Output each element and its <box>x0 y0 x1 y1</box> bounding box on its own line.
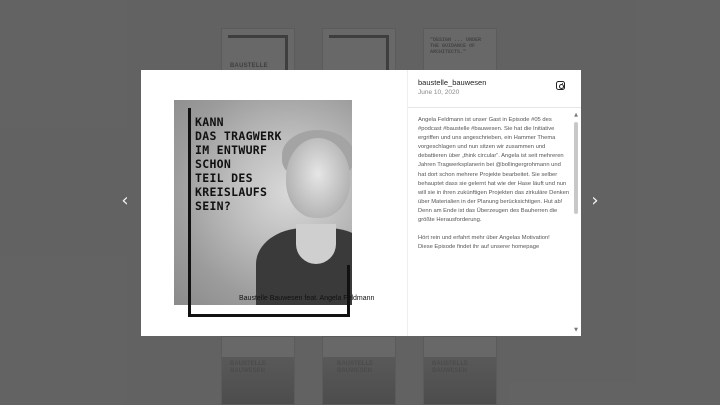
post-header <box>408 70 581 108</box>
headline-line: KANN <box>195 115 224 129</box>
post-details <box>407 70 581 336</box>
headline-line: KREISLAUFS <box>195 185 268 199</box>
image-caption: Baustelle Bauwesen feat. Angela Feldmann <box>239 295 375 302</box>
next-button[interactable] <box>588 192 602 210</box>
headline-line: TEIL DES <box>195 171 253 185</box>
post-date: June 10, 2020 <box>418 89 460 96</box>
caption-paragraph: Angela Feldmann ist unser Gast in Episode #05 des #podcast #baustelle #bauwesen. Sie hat die Initiative ergriffen und uns angeschrieben, ein Hammer Thema vorgeschlagen und nun sitzen wir zusammen und debattieren über „think circular“. Angela ist seit mehreren Jahren Tragwerksplanerin bei @bollingergrohmann und hat dort schon mehrere Projekte bearbeitet. Sie selber behauptet dass sie gelernt hat wie der Hase läuft und nun will sie in ihren zukünftigen Projekten das zirkuläre Denken über Materialien in der Planung berücksichtigen. Hut ab! Denn am Ende ist das Überzeugen des Bauherren die größte Herausforderung. <box>418 117 570 224</box>
headline-line: SCHON <box>195 157 232 171</box>
portrait-face <box>286 138 350 218</box>
headline-line: SEIN? <box>195 199 232 213</box>
frame-line <box>188 314 350 317</box>
frame-line <box>347 265 350 317</box>
image-headline <box>195 115 282 213</box>
caption-paragraph: Hört rein und erfahrt mehr über Angelas Motivation! Diese Episode findet ihr auf unserer homepage <box>418 235 550 251</box>
chevron-left-icon: ‹ <box>121 190 129 211</box>
username-link[interactable]: baustelle_bauwesen <box>418 78 487 87</box>
scroll-down-icon[interactable]: ▼ <box>574 327 578 333</box>
portrait-collar <box>296 224 336 264</box>
post-image <box>141 70 407 336</box>
headline-line: IM ENTWURF <box>195 143 268 157</box>
scroll-up-icon[interactable]: ▲ <box>574 112 578 118</box>
instagram-icon[interactable] <box>556 81 565 90</box>
prev-button[interactable] <box>118 192 132 210</box>
headline-line: DAS TRAGWERK <box>195 129 282 143</box>
scrollbar-thumb[interactable] <box>574 122 578 214</box>
post-caption-scroll[interactable] <box>408 108 581 336</box>
chevron-right-icon: › <box>591 190 599 211</box>
post-caption <box>418 116 570 261</box>
post-lightbox <box>141 70 581 336</box>
frame-line <box>188 108 191 317</box>
